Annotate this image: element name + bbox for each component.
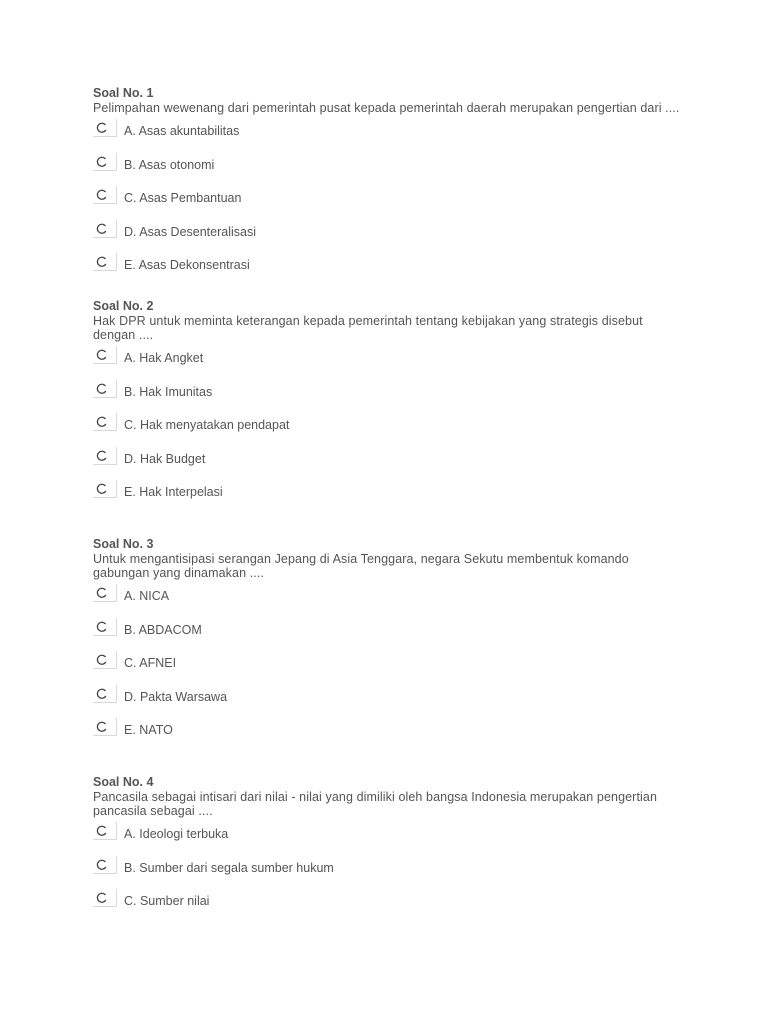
radio-button[interactable] [93, 584, 117, 602]
option-label[interactable]: A. Ideologi terbuka [124, 827, 229, 841]
radio-button[interactable] [93, 651, 117, 669]
radio-button[interactable] [93, 856, 117, 874]
radio-circle-icon [96, 721, 108, 733]
radio-button[interactable] [93, 685, 117, 703]
option-label[interactable]: B. Hak Imunitas [124, 384, 213, 399]
radio-button[interactable] [93, 119, 117, 137]
option-2c[interactable] [93, 413, 683, 447]
radio-button[interactable] [93, 718, 117, 736]
radio-circle-icon [96, 156, 108, 168]
radio-button[interactable] [93, 220, 117, 238]
option-label[interactable]: C. Sumber nilai [124, 894, 210, 908]
question-title: Soal No. 3 [93, 537, 154, 551]
radio-button[interactable] [93, 480, 117, 498]
radio-button[interactable] [93, 380, 117, 398]
radio-circle-icon [96, 122, 108, 134]
radio-circle-icon [96, 416, 108, 428]
option-2b[interactable] [93, 380, 683, 414]
option-label[interactable]: A. NICA [124, 589, 170, 603]
radio-circle-icon [96, 654, 108, 666]
radio-button[interactable] [93, 822, 117, 840]
radio-circle-icon [96, 189, 108, 201]
radio-circle-icon [96, 621, 108, 633]
option-label[interactable]: B. Asas otonomi [124, 157, 215, 172]
option-3e[interactable] [93, 718, 683, 752]
question-title: Soal No. 1 [93, 86, 154, 100]
radio-button[interactable] [93, 447, 117, 465]
radio-circle-icon [96, 450, 108, 462]
option-2e[interactable] [93, 480, 683, 514]
option-label[interactable]: D. Pakta Warsawa [124, 689, 228, 704]
option-label[interactable]: D. Asas Desenteralisasi [124, 224, 257, 239]
radio-circle-icon [96, 859, 108, 871]
radio-circle-icon [96, 223, 108, 235]
option-1a[interactable] [93, 119, 683, 153]
question-text: Pancasila sebagai intisari dari nilai - nilai yang dimiliki oleh bangsa Indonesia merupakan pengertian pancasila sebagai .... [93, 790, 658, 818]
option-label[interactable]: E. Hak Interpelasi [124, 485, 223, 499]
question-1 [93, 86, 683, 287]
radio-button[interactable] [93, 153, 117, 171]
option-label[interactable]: C. Asas Pembantuan [124, 191, 242, 205]
option-label[interactable]: B. ABDACOM [124, 622, 202, 637]
radio-button[interactable] [93, 253, 117, 271]
radio-circle-icon [96, 825, 108, 837]
option-1c[interactable] [93, 186, 683, 220]
option-label[interactable]: E. NATO [124, 723, 173, 737]
question-4 [93, 775, 683, 923]
question-text: Untuk mengantisipasi serangan Jepang di Asia Tenggara, negara Sekutu membentuk komando gabungan yang dinamakan .... [93, 552, 629, 580]
option-2a[interactable] [93, 346, 683, 380]
option-1e[interactable] [93, 253, 683, 287]
option-4b[interactable] [93, 856, 683, 890]
option-label[interactable]: E. Asas Dekonsentrasi [124, 258, 250, 272]
radio-circle-icon [96, 256, 108, 268]
question-2 [93, 299, 683, 514]
option-2d[interactable] [93, 447, 683, 481]
option-label[interactable]: A. Hak Angket [124, 351, 204, 365]
option-3b[interactable] [93, 618, 683, 652]
option-label[interactable]: C. AFNEI [124, 656, 177, 670]
option-label[interactable]: A. Asas akuntabilitas [124, 124, 240, 138]
option-label[interactable]: C. Hak menyatakan pendapat [124, 418, 290, 432]
option-1b[interactable] [93, 153, 683, 187]
radio-button[interactable] [93, 618, 117, 636]
radio-circle-icon [96, 483, 108, 495]
question-text: Pelimpahan wewenang dari pemerintah pusat kepada pemerintah daerah merupakan pengertian dari .... [93, 101, 680, 115]
radio-circle-icon [96, 892, 108, 904]
radio-circle-icon [96, 587, 108, 599]
question-3 [93, 537, 683, 752]
radio-button[interactable] [93, 346, 117, 364]
option-3a[interactable] [93, 584, 683, 618]
radio-circle-icon [96, 383, 108, 395]
radio-button[interactable] [93, 413, 117, 431]
option-1d[interactable] [93, 220, 683, 254]
question-title: Soal No. 2 [93, 299, 154, 313]
option-label[interactable]: B. Sumber dari segala sumber hukum [124, 860, 334, 875]
option-3d[interactable] [93, 685, 683, 719]
option-4a[interactable] [93, 822, 683, 856]
question-title: Soal No. 4 [93, 775, 154, 789]
radio-button[interactable] [93, 889, 117, 907]
radio-button[interactable] [93, 186, 117, 204]
radio-circle-icon [96, 349, 108, 361]
option-label[interactable]: D. Hak Budget [124, 451, 206, 466]
option-4c[interactable] [93, 889, 683, 923]
question-text: Hak DPR untuk meminta keterangan kepada pemerintah tentang kebijakan yang strategis disebut dengan .... [93, 314, 643, 342]
option-3c[interactable] [93, 651, 683, 685]
radio-circle-icon [96, 688, 108, 700]
